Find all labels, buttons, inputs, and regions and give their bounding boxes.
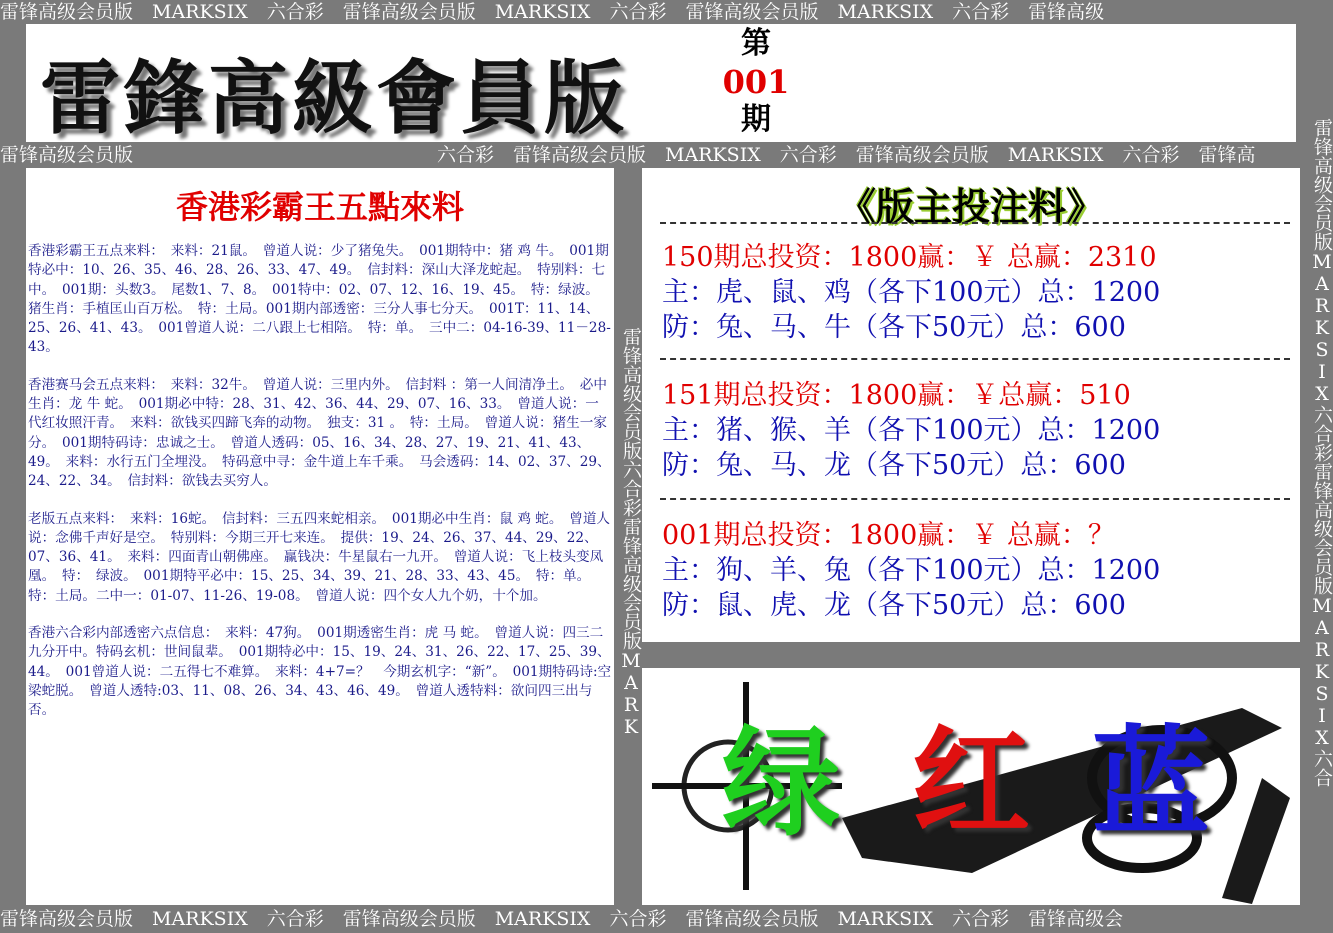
bet-summary: 151期总投资：1800赢：￥总赢：510: [662, 380, 1131, 411]
red-glyph: 红: [912, 713, 1031, 852]
bet-block: [662, 518, 1292, 623]
defense-label: 防：: [662, 312, 716, 343]
left-panel-body: [28, 242, 612, 739]
defense-label: 防：: [662, 450, 716, 481]
masthead-title: 雷鋒高級會員版: [40, 52, 628, 142]
issue-prefix: 第: [741, 26, 771, 61]
main-picks: 猪、猴、羊: [716, 415, 851, 446]
bet-defense-line: [662, 448, 1292, 483]
betting-panel-title: 《版主投注料》: [837, 185, 1104, 229]
bet-main-line: [662, 275, 1292, 310]
main-label: 主：: [662, 277, 716, 308]
issue-suffix: 期: [741, 102, 771, 137]
divider: [660, 358, 1290, 360]
green-glyph: 绿: [722, 713, 841, 852]
bottom-watermark-band: 雷锋高级会员版 MARKSIX 六合彩 雷锋高级会员版 MARKSIX 六合彩 雷锋高级会员版 MARKSIX 六合彩 雷锋高级会: [0, 908, 1124, 930]
info-paragraph: 香港六合彩内部透密六点信息： 来料：47狗。 001期透密生肖：虎 马 蛇。 曾道人说：四三二九分开中。特码玄机：世间鼠辈。 001期特必中：15、19、24、31、26、22、17、25、39、44。 001曾道人说：二五得七不难算。 来料：4+7=？ 今期玄机字：“新”。 001期特码诗:空梁蛇脱。 曾道人透特:03、11、08、26、34、43、46、49。 曾道人透特料：欲问四三出与否。: [28, 625, 612, 719]
divider: [660, 498, 1290, 500]
main-picks: 狗、羊、兔: [716, 555, 851, 586]
betting-panel: [642, 168, 1300, 642]
defense-detail: （各下50元）总：600: [851, 450, 1126, 481]
defense-detail: （各下50元）总：600: [851, 590, 1126, 621]
defense-picks: 兔、马、龙: [716, 450, 851, 481]
defense-label: 防：: [662, 590, 716, 621]
main-detail: （各下100元）总：1200: [851, 415, 1161, 446]
defense-picks: 兔、马、牛: [716, 312, 851, 343]
main-detail: （各下100元）总：1200: [851, 277, 1161, 308]
middle-watermark-column: 雷锋高级会员版六合彩雷锋高级会员版MARK: [620, 327, 642, 738]
main-picks: 虎、鼠、鸡: [716, 277, 851, 308]
bet-main-line: [662, 553, 1292, 588]
bet-block: [662, 378, 1292, 483]
issue-indicator: [716, 26, 796, 138]
bet-defense-line: [662, 310, 1292, 345]
info-paragraph: 香港彩霸王五点来料： 来料：21鼠。 曾道人说：少了猪兔失。 001期特中：猪 鸡 牛。 001期特必中：10、26、35、46、28、26、33、47、49。 信封料：深山大泽龙蛇起。 特别料：七中。 001期：头数3。 尾数1、7、8。 001特中：02、07、12、16、19、45。 特：绿波。 猪生肖：手植匡山百万松。 特：土局。001期内部透密：三分人事七分天。 001T：11、14、25、26、41、43。 001曾道人说：二八跟上七相陪。 特：单。 三中二：04-16-39、11－28-43。: [28, 243, 611, 356]
defense-picks: 鼠、虎、龙: [716, 590, 851, 621]
bet-main-line: [662, 413, 1292, 448]
middle-watermark-band: 雷锋高级会员版 六合彩 雷锋高级会员版 MARKSIX 六合彩 雷锋高级会员版 MARKSIX 六合彩 雷锋高: [0, 144, 1256, 166]
info-paragraph: 老版五点来料： 来料：16蛇。 信封料：三五四来蛇相亲。 001期必中生肖：鼠 鸡 蛇。 曾道人说：念佛千声好是空。 特别料：今期三开七来连。 提供：19、24、26、37、44、29、22、07、36、41。 来料：四面青山朝佛座。 赢钱决：牛星鼠右一九开。 曾道人说：飞上枝头变凤凰。 特： 绿波。 001期特平必中：15、25、34、39、21、28、33、43、45。 特：单。 特：土局。二中一：01-07、11-26、19-08。 曾道人说：四个女人九个奶，十个加。: [28, 510, 611, 604]
blue-glyph: 蓝: [1092, 713, 1211, 852]
main-label: 主：: [662, 555, 716, 586]
bet-block: [662, 240, 1292, 345]
divider: [660, 222, 1290, 224]
bet-defense-line: [662, 588, 1292, 623]
header-panel: [26, 24, 1296, 142]
bet-summary: 150期总投资：1800赢：￥ 总赢：2310: [662, 242, 1157, 273]
main-detail: （各下100元）总：1200: [851, 555, 1161, 586]
right-watermark-column: 雷锋高级会员版MARKSIX六合彩雷锋高级会员版MARKSIX六合: [1311, 118, 1333, 787]
defense-detail: （各下50元）总：600: [851, 312, 1126, 343]
main-label: 主：: [662, 415, 716, 446]
issue-number: 001: [722, 63, 790, 101]
info-paragraph: 香港赛马会五点来料： 来料：32牛。 曾道人说：三里内外。 信封料 ：第一人间清净土。 必中生肖：龙 牛 蛇。 001期必中特：28、31、42、36、44、29、07、16、33。 曾道人说：一代红妆照汗青。 来料：欲钱买四蹄飞奔的动物。 独支：31 。 特：土局。 曾道人说：猪生一家分。 001期特码诗：忠诚之士。 曾道人透码：05、16、34、28、27、19、21、41、43、49。 来料：水行五门全埋没。 特码意中寻：金牛道上车千乘。 马会透码：14、02、37、29、24、22、34。 信封料：欲钱去买穷人。: [28, 376, 611, 490]
bet-summary: 001期总投资：1800赢：￥ 总赢：？: [662, 520, 1115, 551]
top-watermark-band: 雷锋高级会员版 MARKSIX 六合彩 雷锋高级会员版 MARKSIX 六合彩 雷锋高级会员版 MARKSIX 六合彩 雷锋高级: [0, 1, 1105, 23]
left-panel-title: 香港彩霸王五點來料: [175, 188, 464, 226]
left-info-panel: [26, 168, 614, 905]
color-banner: [642, 668, 1300, 905]
